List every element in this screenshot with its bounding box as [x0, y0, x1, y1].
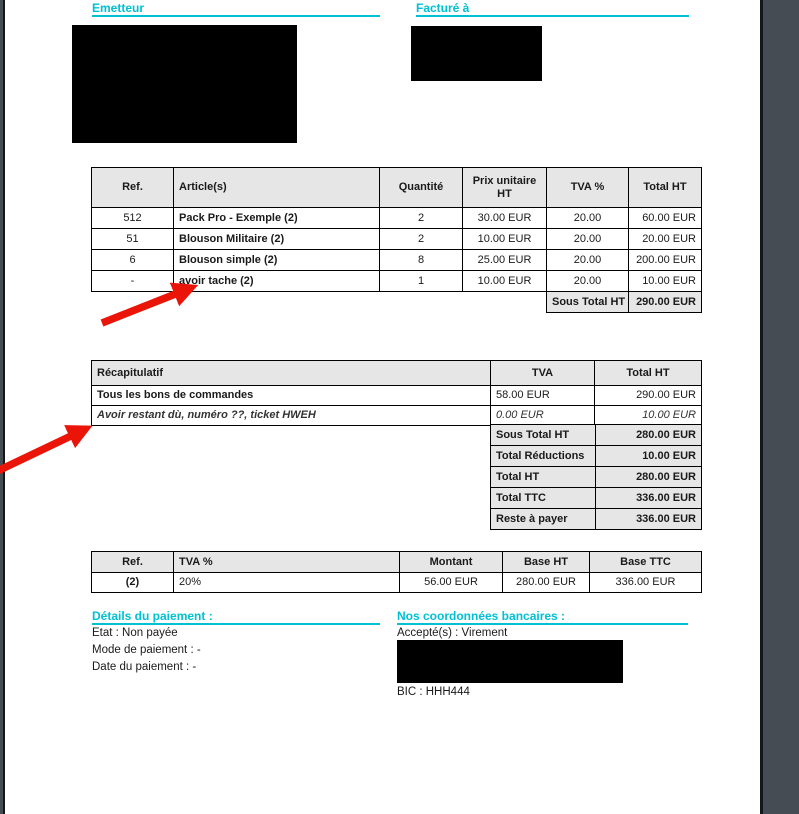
- bank-accepted: Accepté(s) : Virement: [397, 627, 508, 639]
- payment-date: Date du paiement : -: [92, 661, 197, 673]
- vat-ref: (2): [92, 573, 174, 593]
- billto-heading-rule: [416, 15, 689, 17]
- items-header-row: [92, 168, 702, 208]
- bank-heading: Nos coordonnées bancaires :: [397, 609, 566, 623]
- billto-heading: Facturé à: [416, 1, 470, 15]
- recap-col-tva: TVA: [491, 361, 595, 386]
- vat-col-base-ht: Base HT: [503, 552, 590, 573]
- totals-value: 10.00 EUR: [596, 446, 702, 467]
- item-article: Blouson simple (2): [174, 250, 380, 271]
- item-total: 200.00 EUR: [629, 250, 702, 271]
- vat-col-amount: Montant: [400, 552, 503, 573]
- item-row: [92, 271, 702, 292]
- item-article: Pack Pro - Exemple (2): [174, 208, 380, 229]
- payment-heading: Détails du paiement :: [92, 609, 213, 623]
- totals-value: 336.00 EUR: [596, 509, 702, 530]
- totals-label: Total TTC: [491, 488, 596, 509]
- recap-row-total: 290.00 EUR: [595, 386, 702, 406]
- totals-row: [491, 425, 702, 446]
- vat-base-ht: 280.00 EUR: [503, 573, 590, 593]
- recap-row: [92, 386, 702, 406]
- item-vat: 20.00: [547, 271, 629, 292]
- item-ref: -: [92, 271, 174, 292]
- totals-label: Reste à payer: [491, 509, 596, 530]
- item-vat: 20.00: [547, 229, 629, 250]
- recap-table: [91, 360, 702, 426]
- item-unit-price: 10.00 EUR: [463, 229, 547, 250]
- item-total: 20.00 EUR: [629, 229, 702, 250]
- vat-col-vat: TVA %: [174, 552, 400, 573]
- item-vat: 20.00: [547, 250, 629, 271]
- item-qty: 8: [380, 250, 463, 271]
- totals-row: [491, 467, 702, 488]
- bank-redacted-block: [397, 640, 623, 683]
- item-row: [92, 229, 702, 250]
- payment-heading-rule: [92, 623, 380, 625]
- subtotal-spacer: [92, 292, 547, 313]
- totals-value: 336.00 EUR: [596, 488, 702, 509]
- item-article: avoir tache (2): [174, 271, 380, 292]
- item-ref: 6: [92, 250, 174, 271]
- item-article: Blouson Militaire (2): [174, 229, 380, 250]
- col-qty: Quantité: [380, 168, 463, 208]
- emitter-redacted-block: [72, 25, 297, 143]
- item-total: 10.00 EUR: [629, 271, 702, 292]
- item-qty: 1: [380, 271, 463, 292]
- item-vat: 20.00: [547, 208, 629, 229]
- viewer-right-edge: [760, 0, 799, 814]
- recap-header-row: [92, 361, 702, 386]
- payment-state: Etat : Non payée: [92, 627, 178, 639]
- col-article: Article(s): [174, 168, 380, 208]
- totals-row: [491, 509, 702, 530]
- vat-col-ref: Ref.: [92, 552, 174, 573]
- recap-row-tva: 58.00 EUR: [491, 386, 595, 406]
- recap-row-label: Avoir restant dù, numéro ??, ticket HWEH: [92, 406, 491, 426]
- item-total: 60.00 EUR: [629, 208, 702, 229]
- emitter-heading-rule: [92, 15, 380, 17]
- recap-col-total: Total HT: [595, 361, 702, 386]
- totals-table: [490, 424, 702, 530]
- vat-col-base-ttc: Base TTC: [590, 552, 702, 573]
- item-unit-price: 10.00 EUR: [463, 271, 547, 292]
- vat-header-row: [92, 552, 702, 573]
- vat-base-ttc: 336.00 EUR: [590, 573, 702, 593]
- col-ref: Ref.: [92, 168, 174, 208]
- items-table: [91, 167, 702, 313]
- recap-row-tva: 0.00 EUR: [491, 406, 595, 426]
- bank-bic: BIC : HHH444: [397, 686, 470, 698]
- totals-label: Total Réductions: [491, 446, 596, 467]
- recap-title: Récapitulatif: [92, 361, 491, 386]
- vat-amount: 56.00 EUR: [400, 573, 503, 593]
- bank-heading-rule: [397, 623, 688, 625]
- totals-row: [491, 488, 702, 509]
- vat-row: [92, 573, 702, 593]
- arrow-avoir-recap-row: [0, 435, 73, 477]
- item-row: [92, 208, 702, 229]
- emitter-heading: Emetteur: [92, 1, 145, 15]
- item-row: [92, 250, 702, 271]
- items-subtotal-row: [92, 292, 702, 313]
- totals-value: 280.00 EUR: [596, 467, 702, 488]
- viewer-left-edge: [0, 0, 5, 814]
- col-vat: TVA %: [547, 168, 629, 208]
- subtotal-label: Sous Total HT: [547, 292, 629, 313]
- col-total: Total HT: [629, 168, 702, 208]
- recap-row-label: Tous les bons de commandes: [92, 386, 491, 406]
- item-qty: 2: [380, 208, 463, 229]
- recap-row: [92, 406, 702, 426]
- totals-value: 280.00 EUR: [596, 425, 702, 446]
- payment-mode: Mode de paiement : -: [92, 644, 201, 656]
- item-unit-price: 30.00 EUR: [463, 208, 547, 229]
- item-ref: 51: [92, 229, 174, 250]
- vat-rate: 20%: [174, 573, 400, 593]
- totals-label: Sous Total HT: [491, 425, 596, 446]
- item-qty: 2: [380, 229, 463, 250]
- totals-row: [491, 446, 702, 467]
- recap-row-total: 10.00 EUR: [595, 406, 702, 426]
- billto-redacted-block: [411, 26, 542, 81]
- col-unit-price: Prix unitaire HT: [463, 168, 547, 208]
- item-unit-price: 25.00 EUR: [463, 250, 547, 271]
- vat-table: [91, 551, 702, 593]
- item-ref: 512: [92, 208, 174, 229]
- totals-label: Total HT: [491, 467, 596, 488]
- subtotal-value: 290.00 EUR: [629, 292, 702, 313]
